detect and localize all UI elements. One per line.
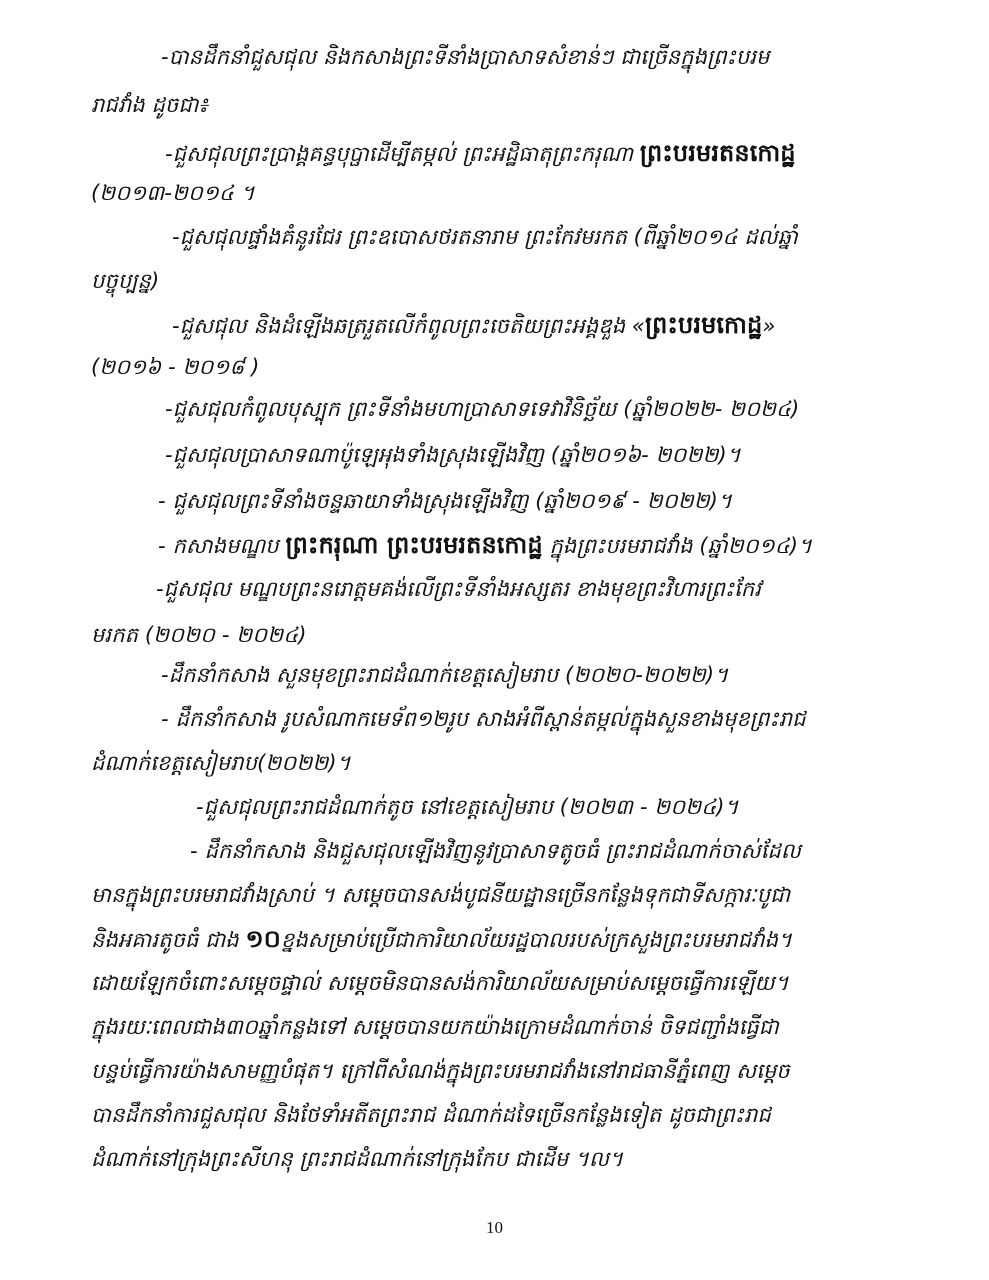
text-line: ដំណាក់ខេត្តសៀមរាប(២០២២)។ bbox=[91, 751, 351, 775]
text-line: - ដឹកនាំកសាង រូបសំណាកមេទ័ព១២រូប សាងអំពីស្ពាន់តម្កល់ក្នុងសួនខាងមុខព្រះរាជ bbox=[161, 707, 806, 731]
text-line: -ជួសជុលព្រះរាជដំណាក់តូច នៅខេត្តសៀមរាប (២០២៣ - ២០២៤)។ bbox=[196, 795, 739, 819]
text-line: -ជួសជុល មណ្ឌបព្រះនរោត្តមគង់លើព្រះទីនាំងអស្សតរ ខាងមុខព្រះវិហារព្រះកែវ bbox=[156, 577, 761, 601]
text-span: -ជួសជុលព្រះប្រាង្គគន្ធបុប្ផាដើម្បីតម្កល់ ព្រះអដ្ឋិធាតុព្រះករុណា bbox=[165, 142, 634, 166]
text-line: -បានដឹកនាំជួសជុល និងកសាងព្រះទីនាំងប្រាសាទសំខាន់ៗ ជាច្រើនក្នុងព្រះបរម bbox=[161, 45, 770, 69]
text-line bbox=[165, 138, 796, 169]
text-line: រាជវាំង ដូចជា៖ bbox=[91, 93, 208, 117]
page-number: 10 bbox=[486, 1218, 503, 1237]
text-line: -ជួសជុលផ្ទាំងគំនូរជែរ ព្រះឧបោសថរតនារាម ព្រះកែវមរកត (ពីឆ្នាំ២០១៤ ដល់ឆ្នាំ bbox=[172, 225, 798, 249]
text-line: មានក្នុងព្រះបរមរាជវាំងស្រាប់ ។ សម្តេចបានសង់បូជនីយដ្ឋានច្រើនកន្លែងទុកជាទីសក្ការៈបូជា bbox=[91, 883, 791, 907]
text-line: បច្ចុប្បន្ន) bbox=[91, 269, 160, 293]
text-line: (២០១៦ - ២០១៨ ) bbox=[91, 355, 260, 379]
text-span: » bbox=[762, 314, 776, 338]
text-line: -ដឹកនាំកសាង សួនមុខព្រះរាជដំណាក់ខេត្តសៀមរាប (២០២០-២០២២)។ bbox=[161, 663, 729, 687]
text-line: មរកត (២០២០ - ២០២៤) bbox=[91, 623, 307, 647]
text-span: -ជួសជុល និងដំឡើងឆត្ររួតលើកំពូលព្រះចេតិយព្រះអង្គឌួង « bbox=[172, 314, 645, 338]
text-line bbox=[91, 924, 792, 955]
text-line: - ដឹកនាំកសាង និងជួសជុលឡើងវិញនូវប្រាសាទតូចធំ ព្រះរាជដំណាក់ចាស់ដែល bbox=[190, 839, 801, 863]
text-line: -ជួសជុលប្រាសាទណាប៉ូឡេអុងទាំងស្រុងឡើងវិញ (ឆ្នាំ២០១៦- ២០២២)។ bbox=[165, 443, 741, 467]
text-span: ក្នុងព្រះបរមរាជវាំង (ឆ្នាំ២០១៤)។ bbox=[542, 534, 812, 558]
text-line: បន្ទប់ធ្វើការយ៉ាងសាមញ្ញបំផុត។ ក្រៅពីសំណង់ក្នុងព្រះបរមរាជវាំងនៅរាជធានីភ្នំពេញ សម្តេច bbox=[91, 1059, 790, 1083]
text-line: បានដឹកនាំការជួសជុល និងថែទាំអតីតព្រះរាជ ដំណាក់ដទៃច្រើនកន្លែងទៀត ដូចជាព្រះរាជ bbox=[91, 1103, 771, 1127]
text-line: ក្នុងរយៈពេលជាង៣០ឆ្នាំកន្លងទៅ សម្តេចបានយកយ៉ាងក្រោមដំណាក់ចាន់ ចិទជញ្ជាំងធ្វើជា bbox=[91, 1015, 779, 1039]
text-line: ដោយឡែកចំពោះសម្តេចផ្ទាល់ សម្តេចមិនបានសង់ការិយាល័យសម្រាប់សម្តេចធ្វើការឡើយ។ bbox=[91, 971, 789, 995]
bold-title: ព្រះបរមរតនកោដ្ឋ bbox=[639, 139, 796, 167]
text-line: - ជួសជុលព្រះទីនាំងចន្ទឆាយាទាំងស្រុងឡើងវិញ (ឆ្នាំ២០១៩ - ២០២២)។ bbox=[158, 489, 732, 513]
bold-title: ព្រះបរមកោដ្ឋ bbox=[645, 311, 763, 339]
text-span: ខ្នងសម្រាប់ប្រើជាការិយាល័យរដ្ឋបាលរបស់ក្រសួងព្រះបរមរាជវាំង។ bbox=[280, 928, 792, 952]
bold-number: ១០ bbox=[245, 925, 281, 953]
text-line bbox=[158, 530, 812, 561]
text-span: និងអគារតូចធំ ជាង bbox=[91, 928, 246, 952]
text-line: -ជួសជុលកំពូលបុស្បុក ព្រះទីនាំងមហាប្រាសាទទេវាវិនិច្ឆ័យ (ឆ្នាំ២០២២- ២០២៤) bbox=[165, 397, 800, 421]
text-span: - កសាងមណ្ឌប bbox=[158, 534, 286, 558]
text-line: ដំណាក់នៅក្រុងព្រះសីហនុ ព្រះរាជដំណាក់នៅក្រុងកែប ជាដើម ។ល។ bbox=[91, 1147, 624, 1171]
bold-title: ព្រះករុណា ព្រះបរមរតនកោដ្ឋ bbox=[285, 531, 543, 559]
text-line bbox=[172, 310, 775, 341]
text-line: (២០១៣-២០១៤ ។ bbox=[91, 181, 255, 205]
